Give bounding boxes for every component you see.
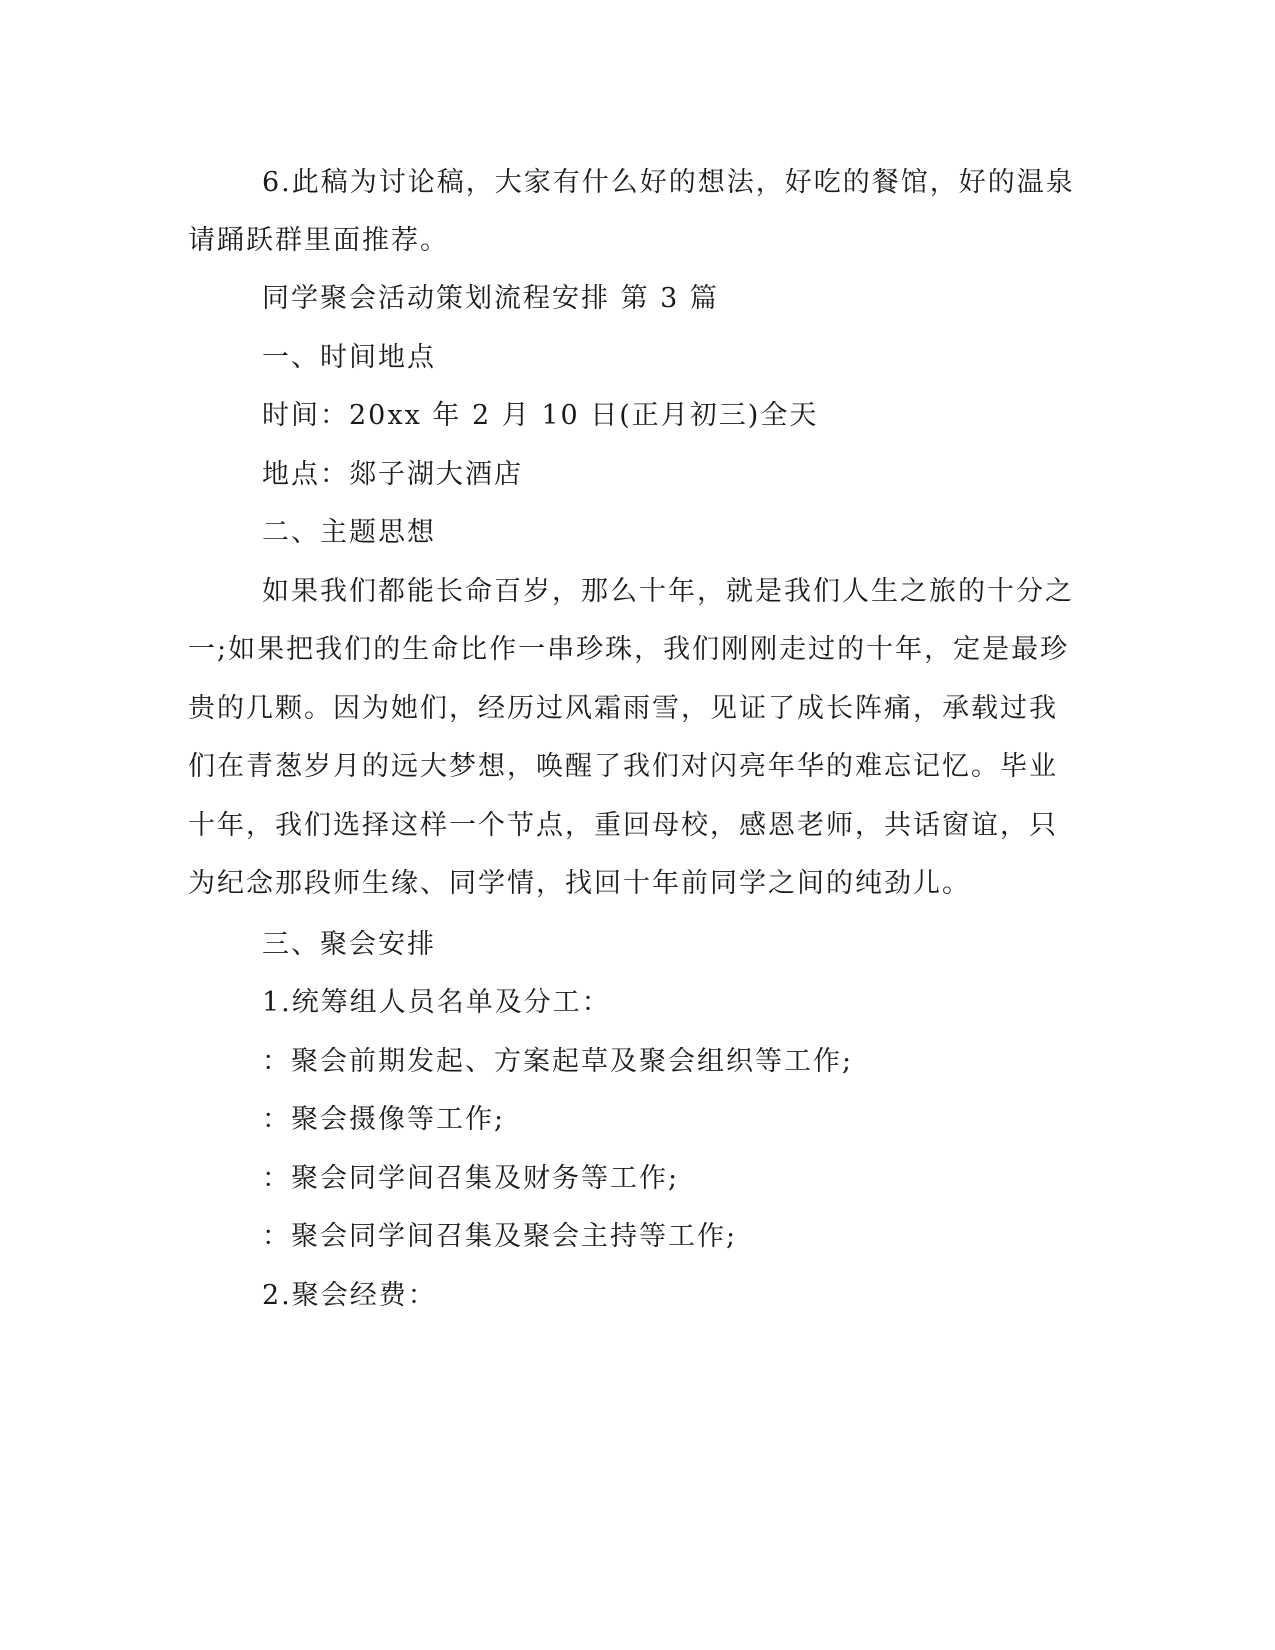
duty-item: ：聚会摄像等工作; bbox=[262, 1104, 506, 1135]
duty-item: ：聚会前期发起、方案起草及聚会组织等工作; bbox=[262, 1046, 854, 1077]
heading-time-place: 一、时间地点 bbox=[262, 342, 436, 373]
heading-arrangement: 三、聚会安排 bbox=[262, 929, 436, 960]
item-6-line-1: 6.此稿为讨论稿，大家有什么好的想法，好吃的餐馆，好的温泉 bbox=[262, 167, 1075, 198]
duty-item: ：聚会同学间召集及聚会主持等工作; bbox=[262, 1221, 738, 1252]
subheading-budget: 2.聚会经费： bbox=[262, 1280, 437, 1311]
heading-theme: 二、主题思想 bbox=[262, 517, 436, 548]
place-line: 地点：郯子湖大酒店 bbox=[262, 459, 523, 490]
duty-item: ：聚会同学间召集及财务等工作; bbox=[262, 1163, 680, 1194]
theme-paragraph-line: 如果我们都能长命百岁，那么十年，就是我们人生之旅的十分之 bbox=[262, 576, 1074, 607]
theme-paragraph-line: 贵的几颗。因为她们，经历过风霜雨雪，见证了成长阵痛，承载过我 bbox=[188, 693, 1058, 724]
subheading-team: 1.统筹组人员名单及分工： bbox=[262, 987, 611, 1018]
item-6-line-2: 请踊跃群里面推荐。 bbox=[188, 225, 449, 256]
theme-paragraph-line: 十年，我们选择这样一个节点，重回母校，感恩老师，共话窗谊，只 bbox=[188, 810, 1058, 841]
theme-paragraph-line: 一;如果把我们的生命比作一串珍珠，我们刚刚走过的十年，定是最珍 bbox=[188, 634, 1070, 665]
theme-paragraph-line: 们在青葱岁月的远大梦想，唤醒了我们对闪亮年华的难忘记忆。毕业 bbox=[188, 751, 1058, 782]
theme-paragraph-line: 为纪念那段师生缘、同学情，找回十年前同学之间的纯劲儿。 bbox=[188, 868, 971, 899]
section-title: 同学聚会活动策划流程安排 第 3 篇 bbox=[262, 283, 719, 314]
time-line: 时间：20xx 年 2 月 10 日(正月初三)全天 bbox=[262, 400, 819, 431]
